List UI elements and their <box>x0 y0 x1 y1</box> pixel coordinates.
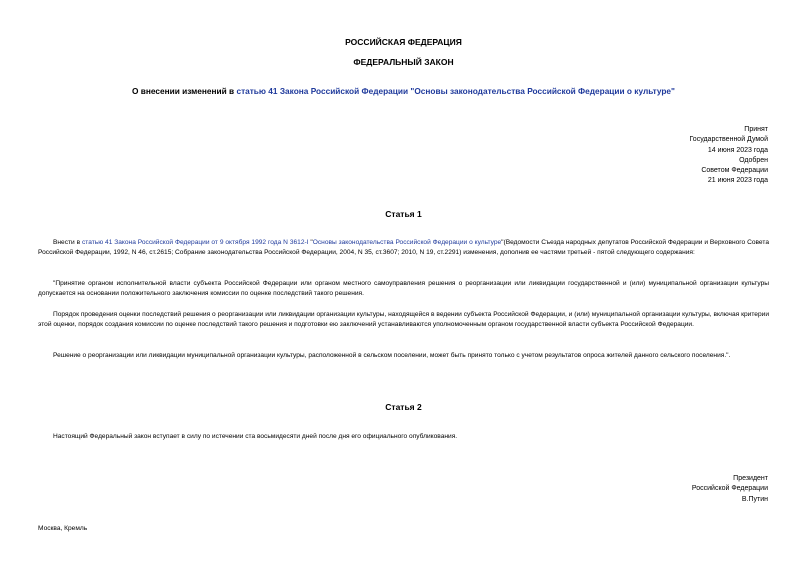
article-1-quote-open: " <box>308 239 313 246</box>
article-1-p1-prefix: Внести в <box>53 239 82 246</box>
article-1-paragraph-4: Решение о реорганизации или ликвидации муниципальной организации культуры, расположенной в сельском поселении, может быть принято только с учетом результатов опроса жителей данного сельского поселения.". <box>53 352 731 359</box>
law-title <box>0 86 807 96</box>
approved-date: 21 июня 2023 года <box>707 177 768 185</box>
approved-label: Одобрен <box>739 156 768 164</box>
adopted-date: 14 июня 2023 года <box>707 146 768 154</box>
article-1-heading: Статья 1 <box>385 209 422 219</box>
signature-country: Российской Федерации <box>691 485 768 493</box>
signing-place: Москва, Кремль <box>38 525 88 532</box>
article-1-paragraph-3: Порядок проведения оценки последствий решения о реорганизации или ликвидации организации культуры, находящейся в ведении субъекта Российской Федерации, и (или) муниципальной организации культуры, включая критерии этой оценки, порядок создания комиссии по оценке последствий такого решения и подготовки ею заключений устанавливаются уполномоченным органом государственной власти субъекта Российской Федерации. <box>38 311 769 329</box>
signature-block <box>692 474 768 505</box>
adopted-label: Принят <box>744 126 768 133</box>
article-1-link-law[interactable]: статью 41 Закона Российской Федерации от 9 октября 1992 года N 3612-I <box>82 239 309 246</box>
article-1-link-title[interactable]: Основы законодательства Российской Федерации о культуре <box>312 239 502 246</box>
signature-name: В.Путин <box>741 495 768 503</box>
article-2-heading: Статья 2 <box>385 402 422 412</box>
article-2-paragraph-1: Настоящий Федеральный закон вступает в силу по истечении ста восьмидесяти дней после дня его официального опубликования. <box>53 433 458 440</box>
article-1-p1-rest: "(Ведомости Съезда народных депутатов Российской Федерации и Верховного Совета Российской Федерации, 1992, N 46, ст.2615; Собрание законодательства Российской Федерации, 2004, N 35, ст.3607; 2010, N 19, ст.2291) изменения, дополнив ее частями третьей - пятой следующего содержания: <box>38 239 769 257</box>
approved-by: Советом Федерации <box>701 167 768 175</box>
law-title-link[interactable]: статью 41 Закона Российской Федерации "Основы законодательства Российской Федерации о культуре" <box>236 86 675 96</box>
article-1-paragraph-2: "Принятие органом исполнительной власти субъекта Российской Федерации или органом местного самоуправления решения о реорганизации или ликвидации государственной и (или) муниципальной организации культуры допускается на основании положительного заключения комиссии по оценке последствий такого решения. <box>38 280 769 298</box>
adoption-block <box>689 125 768 187</box>
article-1-paragraph-1 <box>38 238 769 259</box>
law-type-heading: ФЕДЕРАЛЬНЫЙ ЗАКОН <box>353 57 454 67</box>
adopted-by: Государственной Думой <box>689 136 768 144</box>
law-title-prefix: О внесении изменений в <box>132 86 237 96</box>
country-heading: РОССИЙСКАЯ ФЕДЕРАЦИЯ <box>345 37 462 47</box>
signature-title: Президент <box>733 475 768 482</box>
